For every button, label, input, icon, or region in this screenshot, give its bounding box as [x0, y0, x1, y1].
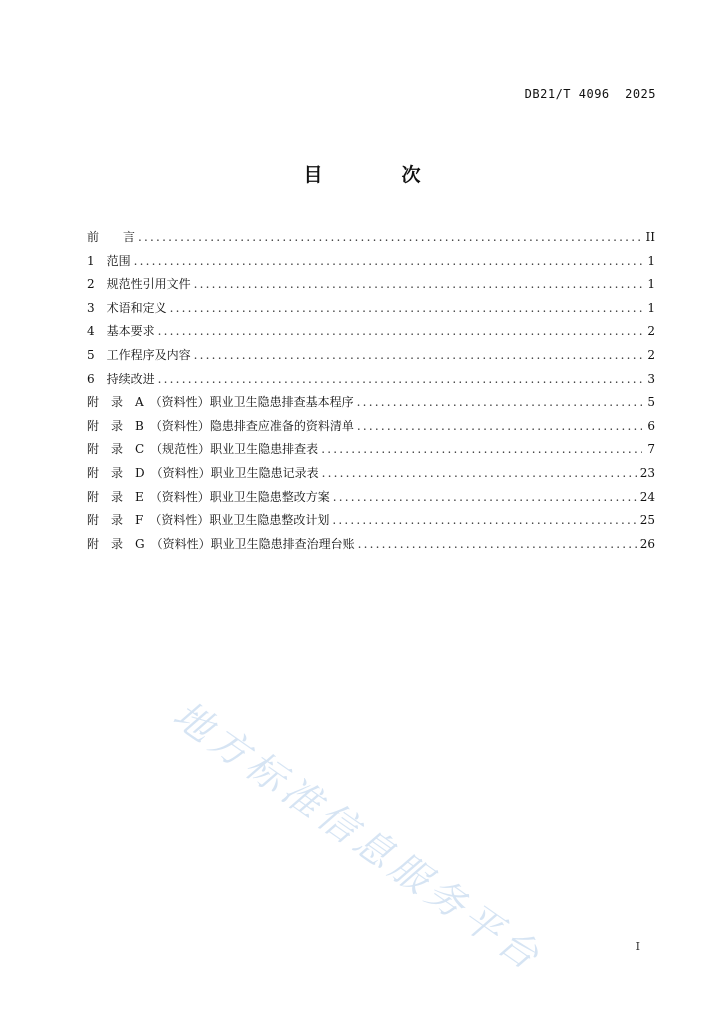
- toc-entry-appendix-g[interactable]: [87, 533, 655, 557]
- toc-entry-label: 附 录 C （规范性）职业卫生隐患排查表: [87, 442, 319, 457]
- toc-entry-page: 2: [647, 347, 655, 362]
- toc-entry-page: 23: [639, 465, 655, 480]
- toc-dot-leader: [332, 509, 636, 533]
- toc-dot-leader: [322, 462, 637, 486]
- toc-entry-page: 25: [639, 513, 655, 528]
- toc-dot-leader: [357, 415, 642, 439]
- toc-entry-appendix-f[interactable]: [87, 509, 655, 533]
- toc-entry-terms[interactable]: [87, 297, 655, 321]
- toc-entry-label: 4 基本要求: [87, 324, 155, 339]
- toc-entry-page: 7: [647, 442, 655, 457]
- toc-dot-leader: [357, 391, 642, 415]
- toc-entry-appendix-b[interactable]: [87, 415, 655, 439]
- toc-dot-leader: [158, 320, 642, 344]
- toc-entry-continuous-improvement[interactable]: [87, 368, 655, 392]
- toc-dot-leader: [138, 226, 642, 250]
- toc-entry-label: 附 录 A （资料性）职业卫生隐患排查基本程序: [87, 395, 354, 410]
- toc-entry-label: 附 录 E （资料性）职业卫生隐患整改方案: [87, 489, 330, 504]
- toc-dot-leader: [158, 368, 642, 392]
- toc-dot-leader: [194, 273, 642, 297]
- toc-entry-label: 5 工作程序及内容: [87, 347, 191, 362]
- toc-entry-page: 2: [647, 324, 655, 339]
- toc-entry-page: II: [645, 230, 655, 244]
- toc-entry-label: 附 录 D （资料性）职业卫生隐患记录表: [87, 465, 319, 480]
- toc-dot-leader: [321, 438, 642, 462]
- toc-entry-scope[interactable]: [87, 250, 655, 274]
- toc-entry-appendix-c[interactable]: [87, 438, 655, 462]
- toc-entry-page: 24: [639, 489, 655, 504]
- toc-entry-page: 1: [647, 300, 655, 315]
- toc-entry-page: 3: [647, 371, 655, 386]
- toc-entry-page: 6: [647, 418, 655, 433]
- toc-entry-label: 2 规范性引用文件: [87, 277, 191, 292]
- toc-entry-label: 3 术语和定义: [87, 300, 167, 315]
- toc-entry-label: 附 录 F （资料性）职业卫生隐患整改计划: [87, 513, 330, 528]
- toc-entry-page: 1: [647, 253, 655, 268]
- toc-entry-appendix-d[interactable]: [87, 462, 655, 486]
- toc-dot-leader: [194, 344, 642, 368]
- table-of-contents: [87, 226, 655, 556]
- toc-entry-normative-references[interactable]: [87, 273, 655, 297]
- toc-entry-label: 附 录 B （资料性）隐患排查应准备的资料清单: [87, 418, 354, 433]
- toc-entry-appendix-a[interactable]: [87, 391, 655, 415]
- page-title: 目 次: [303, 164, 451, 186]
- toc-entry-foreword[interactable]: [87, 226, 655, 250]
- toc-entry-page: 26: [639, 536, 655, 551]
- toc-entry-label: 前 言: [87, 230, 136, 244]
- page-number: I: [635, 940, 640, 953]
- toc-dot-leader: [333, 486, 637, 510]
- toc-dot-leader: [134, 250, 642, 274]
- toc-entry-basic-requirements[interactable]: [87, 320, 655, 344]
- toc-dot-leader: [170, 297, 642, 321]
- watermark: 地方标准信息服务平台: [165, 692, 552, 981]
- toc-entry-page: 1: [647, 277, 655, 292]
- toc-entry-procedure[interactable]: [87, 344, 655, 368]
- toc-entry-label: 1 范围: [87, 253, 131, 268]
- toc-entry-label: 附 录 G （资料性）职业卫生隐患排查治理台账: [87, 536, 355, 551]
- standard-code: DB21/T 4096 2025: [524, 87, 656, 101]
- toc-dot-leader: [358, 533, 637, 557]
- toc-entry-appendix-e[interactable]: [87, 486, 655, 510]
- toc-entry-page: 5: [647, 395, 655, 410]
- toc-entry-label: 6 持续改进: [87, 371, 155, 386]
